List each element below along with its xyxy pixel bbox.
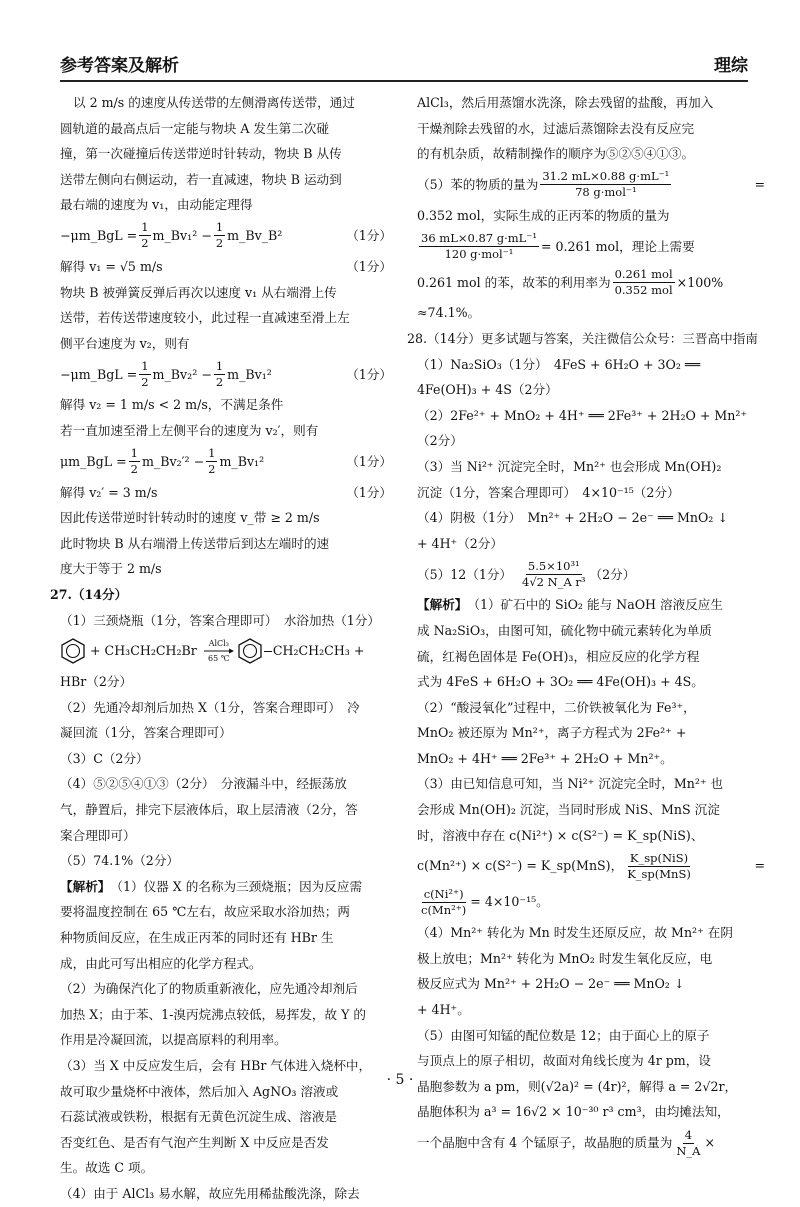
- text-line: 以 2 m/s 的速度从传送带的左侧滑离传送带，通过: [73, 95, 355, 110]
- text-line: AlCl₃，然后用蒸馏水洗涤，除去残留的盐酸，再加入: [417, 95, 714, 110]
- text-line: ≈74.1%。: [417, 305, 481, 321]
- text-line: 送带，若传送带速度较小，此过程一直减速至滑上左: [60, 310, 350, 326]
- analysis-line: $\frac{\text{c(Ni²⁺)}}{\text{c(Mn²⁺)}}$ = 4×10⁻¹⁵。: [421, 886, 549, 917]
- text-line: 此时物块 B 从右端滑上传送带后到达左端时的速: [60, 535, 330, 551]
- fraction: $\frac{\text{31.2 mL×0.88 g·mL⁻¹}}{\text{78 g·mol⁻¹}}$: [542, 169, 670, 200]
- answer-line: （2分）: [417, 433, 463, 449]
- question-27-heading: 27.（14分）: [50, 586, 128, 602]
- fraction: $\frac{1}{2}$: [215, 358, 224, 389]
- analysis-line: （3）由已知信息可知，当 Ni²⁺ 沉淀完全时，Mn²⁺ 也: [417, 776, 724, 792]
- analysis-line: 硫，红褐色固体是 Fe(OH)₃，相应反应的化学方程: [417, 648, 700, 664]
- analysis-line: （3）当 X 中反应发生后，会有 HBr 气体进入烧杯中，: [60, 1058, 372, 1073]
- analysis-line: 石蕊试液或铁粉，根据有无黄色沉淀生成、溶液是: [60, 1109, 338, 1125]
- analysis-line: （4）由于 AlCl₃ 易水解，故应先用稀盐酸洗涤，除去: [60, 1185, 360, 1201]
- equation-3: μm_BgL = $\frac{1}{2}$ m_Bv₂′² − $\frac{1}{2}$ m_Bv₁² （1分）: [60, 446, 392, 477]
- page-number: · 5 ·: [386, 1072, 414, 1088]
- answer-line: 凝回流（1分，答案合理即可）: [60, 725, 232, 741]
- question-28-heading: 28.（14分）更多试题与答案，关注微信公众号：三晋高中指南: [407, 330, 758, 346]
- analysis-line: 加热 X；由于苯、1-溴丙烷沸点较低，易挥发，故 Y 的: [60, 1006, 367, 1022]
- fraction: $\frac{\text{c(Ni²⁺)}}{\text{c(Mn²⁺)}}$: [421, 886, 467, 917]
- solution-line: 解得 v₂′ = 3 m/s （1分）: [60, 480, 392, 506]
- score: （1分）: [346, 453, 392, 469]
- text-line: 侧平台速度为 v₂，则有: [60, 335, 190, 351]
- analysis-line: （2）“酸浸氧化”过程中，二价铁被氧化为 Fe³⁺，: [417, 699, 696, 715]
- analysis-line: 作用是冷凝回流，以提高原料的利用率。: [60, 1032, 287, 1048]
- text-line: 的有机杂质，故精制操作的顺序为⑤②⑤④①③。: [417, 146, 695, 162]
- analysis-line: 式为 4FeS + 6H₂O + 3O₂ ══ 4Fe(OH)₃ + 4S。: [417, 674, 704, 690]
- answer-line: （1）三颈烧瓶（1分，答案合理即可） 水浴加热（1分）: [60, 612, 380, 628]
- benzene-ring-icon: [60, 637, 86, 665]
- text-line: 解得 v₂ = 1 m/s < 2 m/s，不满足条件: [60, 397, 284, 413]
- score: （1分）: [346, 366, 392, 382]
- text-line: 送带左侧向右侧运动，若一直减速，物块 B 运动到: [60, 171, 342, 187]
- analysis-tag: 【解析】: [417, 597, 468, 613]
- score: （1分）: [346, 228, 392, 244]
- fraction: $\frac{1}{2}$: [208, 446, 216, 477]
- formula-line: $\frac{\text{36 mL×0.87 g·mL⁻¹}}{\text{120 g·mol⁻¹}}$ = 0.261 mol，理论上需要: [421, 230, 695, 261]
- fraction: $\frac{4}{N\_A}$: [676, 1127, 701, 1158]
- answer-line: （1）Na₂SiO₃（1分） 4FeS + 6H₂O + 3O₂ ══: [417, 356, 701, 372]
- text-line: 物块 B 被弹簧反弹后再次以速度 v₁ 从右端滑上传: [60, 284, 337, 300]
- fraction: $\frac{1}{2}$: [130, 446, 138, 477]
- analysis-line: 故可取少量烧杯中液体，然后加入 AgNO₃ 溶液或: [60, 1083, 339, 1099]
- header-title: 参考答案及解析: [60, 56, 179, 76]
- benzene-ring-icon: [237, 637, 263, 665]
- formula-line: （5）苯的物质的量为 $\frac{\text{31.2 mL×0.88 g·mL⁻¹}}{\text{78 g·mol⁻¹}}$ =: [417, 169, 765, 200]
- analysis-line: （5）由图可知锰的配位数是 12；由于面心上的原子: [417, 1027, 710, 1043]
- answer-line: HBr（2分）: [60, 674, 133, 690]
- text-line: 最右端的速度为 v₁，由动能定理得: [60, 197, 253, 213]
- analysis-line: 极上放电；Mn²⁺ 转化为 MnO₂ 时发生氧化反应，电: [417, 950, 713, 966]
- formula-line: 0.261 mol 的苯，故苯的利用率为 $\frac{\text{0.261 mol}}{\text{0.352 mol}}$ ×100%: [417, 266, 724, 297]
- analysis-line: 会形成 Mn(OH)₂ 沉淀，当同时形成 NiS、MnS 沉淀: [417, 802, 720, 818]
- analysis-line: MnO₂ + 4H⁺ ══ 2Fe³⁺ + 2H₂O + Mn²⁺。: [417, 750, 673, 766]
- text-line: 因此传送带逆时针转动时的速度 v_带 ≥ 2 m/s: [60, 510, 320, 526]
- left-column: [50, 90, 392, 1207]
- page-header: [60, 50, 748, 82]
- text-line: 撞，第一次碰撞后传送带逆时针转动，物块 B 从传: [60, 146, 342, 162]
- answer-line: 沉淀（1分，答案合理即可） 4×10⁻¹⁵（2分）: [417, 484, 680, 500]
- fraction: $\frac{\text{0.261 mol}}{\text{0.352 mol}}$: [614, 266, 673, 297]
- answer-line: （4）⑤②⑤④①③（2分） 分液漏斗中，经振荡放: [60, 776, 347, 792]
- answer-line: + 4H⁺（2分）: [417, 535, 503, 551]
- analysis-line: 成 Na₂SiO₃，由图可知，硫化物中硫元素转化为单质: [417, 622, 712, 638]
- analysis-line: （4）Mn²⁺ 转化为 Mn 时发生还原反应，故 Mn²⁺ 在阴: [417, 925, 733, 941]
- analysis-line: 生。故选 C 项。: [60, 1160, 154, 1176]
- score: （1分）: [346, 484, 392, 500]
- answer-line: 案合理即可）: [60, 827, 136, 843]
- fraction: $\frac{\text{K\_sp(NiS)}}{\text{K\_sp(MnS)}}$: [627, 850, 691, 881]
- header-subject: 理综: [714, 56, 748, 76]
- analysis-line: 否变红色、是否有气泡产生判断 X 中反应是否发: [60, 1134, 329, 1150]
- right-column: [407, 90, 765, 1161]
- analysis-line: + 4H⁺。: [417, 1002, 470, 1018]
- answer-line: （2）先通冷却剂后加热 X（1分，答案合理即可） 冷: [60, 699, 360, 715]
- answer-line: （5）74.1%（2分）: [60, 853, 180, 869]
- text-line: 干燥剂除去残留的水，过滤后蒸馏除去没有反应完: [417, 120, 695, 136]
- analysis-line: 成，由此可写出相应的化学方程式。: [60, 955, 262, 971]
- analysis-tag: 【解析】: [60, 878, 111, 894]
- analysis-line: 种物质间反应，在生成正丙苯的同时还有 HBr 生: [60, 930, 334, 946]
- text-line: 度大于等于 2 m/s: [60, 561, 162, 577]
- solution-line: 解得 v₁ = √5 m/s （1分）: [60, 254, 392, 280]
- score: （1分）: [346, 258, 392, 274]
- reaction-equation: + CH₃CH₂CH₂Br AlCl₃ 65 ℃ CH₂CH₂CH₃ +: [60, 633, 392, 669]
- equation-2: −μm_BgL = $\frac{1}{2}$ m_Bv₂² − $\frac{1}{2}$ m_Bv₁² （1分）: [60, 358, 392, 389]
- fraction: $\frac{\text{5.5×10³¹}}{\text{4√2 N\_A r³}}$: [522, 558, 586, 589]
- text-line: 圆轨道的最高点后一定能与物块 A 发生第二次碰: [60, 120, 329, 136]
- text-line: 0.352 mol，实际生成的正丙苯的物质的量为: [417, 207, 670, 223]
- analysis-line: 晶胞参数为 a pm，则(√2a)² = (4r)²，解得 a = 2√2r，: [417, 1078, 738, 1094]
- answer-line: （2）2Fe²⁺ + MnO₂ + 4H⁺ ══ 2Fe³⁺ + 2H₂O + Mn²⁺: [417, 407, 748, 423]
- answer-line: 4Fe(OH)₃ + 4S（2分）: [417, 382, 558, 398]
- fraction: $\frac{1}{2}$: [215, 220, 224, 251]
- fraction: $\frac{\text{36 mL×0.87 g·mL⁻¹}}{\text{120 g·mol⁻¹}}$: [421, 230, 537, 261]
- analysis-line: c(Mn²⁺) × c(S²⁻) = K_sp(MnS)， $\frac{\text{K\_sp(NiS)}}{\text{K\_sp(MnS)}}$ =: [417, 850, 765, 881]
- answer-line: 气，静置后，排完下层液体后，取上层清液（2分，答: [60, 802, 358, 818]
- analysis-line: （2）为确保汽化了的物质重新液化，应先通冷却剂后: [60, 981, 358, 997]
- analysis-line: 要将温度控制在 65 ℃左右，故应采取水浴加热；两: [60, 904, 350, 920]
- equation-1: −μm_BgL = $\frac{1}{2}$ m_Bv₁² − $\frac{1}{2}$ m_Bv_B² （1分）: [60, 220, 392, 251]
- reaction-arrow: AlCl₃ 65 ℃: [204, 639, 234, 663]
- text-line: 若一直加速至滑上左侧平台的速度为 v₂′，则有: [60, 422, 319, 438]
- analysis-line: 【解析】 （1）仪器 X 的名称为三颈烧瓶；因为反应需: [60, 874, 392, 900]
- analysis-line: 一个晶胞中含有 4 个锰原子，故晶胞的质量为 $\frac{4}{N\_A}$ ×: [417, 1127, 715, 1158]
- analysis-line: 时，溶液中存在 c(Ni²⁺) × c(S²⁻) = K_sp(NiS)、: [417, 827, 704, 843]
- answer-line: （5）12（1分） $\frac{\text{5.5×10³¹}}{\text{4√2 N\_A r³}}$ （2分）: [417, 558, 636, 589]
- answer-line: （3）C（2分）: [60, 750, 149, 766]
- answer-line: （4）阴极（1分） Mn²⁺ + 2H₂O − 2e⁻ ══ MnO₂ ↓: [417, 510, 728, 526]
- fraction: $\frac{1}{2}$: [141, 220, 149, 251]
- analysis-line: MnO₂ 被还原为 Mn²⁺，离子方程式为 2Fe²⁺ +: [417, 725, 687, 741]
- answer-line: （3）当 Ni²⁺ 沉淀完全时，Mn²⁺ 也会形成 Mn(OH)₂: [417, 458, 722, 474]
- analysis-line: 晶胞体积为 a³ = 16√2 × 10⁻³⁰ r³ cm³，由均摊法知，: [417, 1104, 730, 1120]
- fraction: $\frac{1}{2}$: [141, 358, 149, 389]
- analysis-line: 极反应式为 Mn²⁺ + 2H₂O − 2e⁻ ══ MnO₂ ↓: [417, 976, 685, 992]
- analysis-line: 与顶点上的原子相切，故面对角线长度为 4r pm，设: [417, 1053, 711, 1069]
- analysis-line: 【解析】 （1）矿石中的 SiO₂ 能与 NaOH 溶液反应生: [417, 592, 765, 618]
